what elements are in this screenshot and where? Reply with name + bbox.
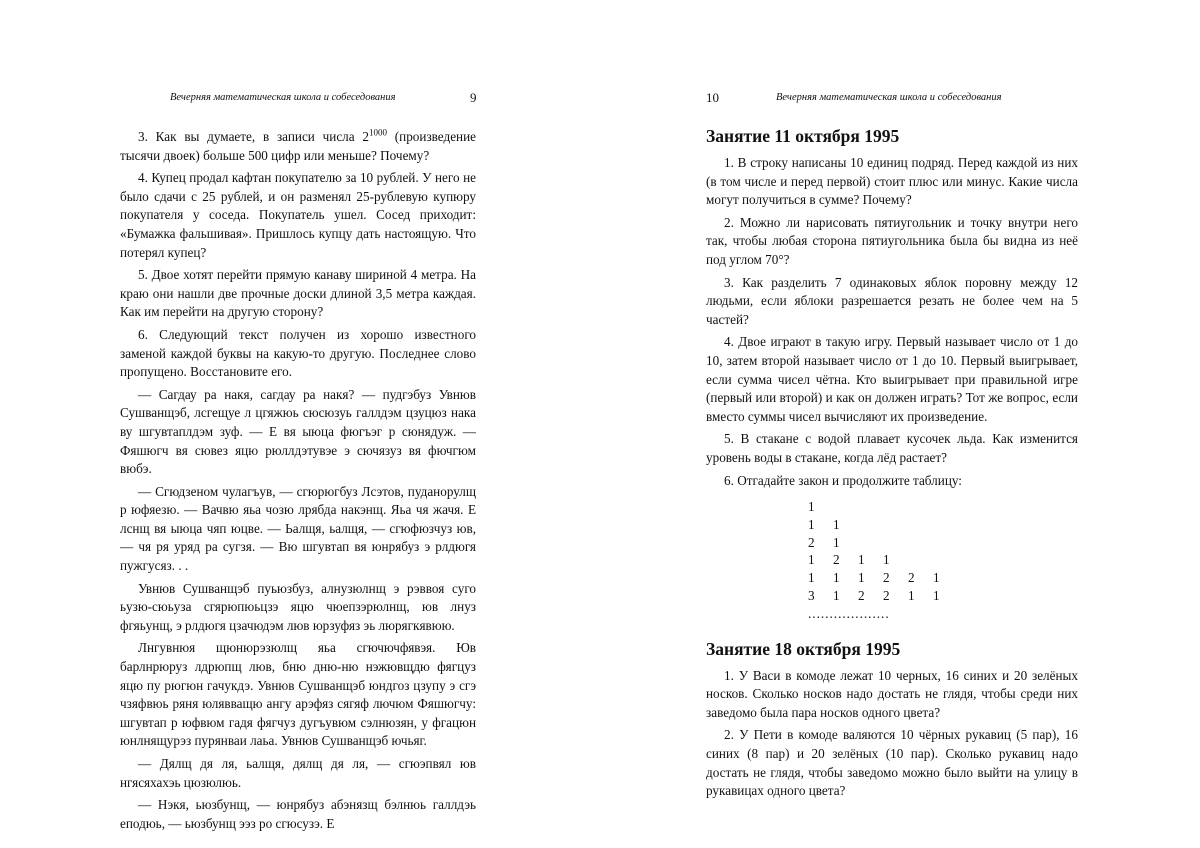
right-page xyxy=(600,0,1200,848)
page-body xyxy=(706,124,1078,805)
table-cell: 2 xyxy=(883,570,890,586)
problem-number: 3. xyxy=(724,274,734,290)
table-cell: 1 xyxy=(883,552,890,568)
problem-text: Купец продал кафтан покупателю за 10 рублей. У него не было сдачи с 25 рублей, и он разменял 25-рублевую купюру покупателя у соседа. Покупатель ушел. Сосед приходит: «Бумажка фальшивая». Пришлось купцу дать настоящую. Что потерял купец? xyxy=(120,170,476,260)
lesson-heading: Занятие 18 октября 1995 xyxy=(706,638,901,659)
problem-number: 6. xyxy=(724,472,734,488)
table-cell: 1 xyxy=(833,534,840,550)
problem-text: Как вы думаете, в записи числа 2 xyxy=(155,129,369,144)
problem-number: 1. xyxy=(724,667,734,683)
problem-text: Двое хотят перейти прямую канаву шириной 4 метра. На краю они нашли две прочные доски длиной 3,5 метра каждая. Как им перейти на другую сторону? xyxy=(120,267,476,320)
lesson-heading: Занятие 11 октября 1995 xyxy=(706,126,900,146)
table-cell: 1 xyxy=(858,570,865,586)
table-row xyxy=(808,498,1078,516)
problem-text: (произведение тысячи двоек) больше 500 цифр или меньше? Почему? xyxy=(120,129,477,163)
table-cell: 1 xyxy=(808,516,815,532)
problem-number: 2. xyxy=(724,727,734,743)
table-cell: 1 xyxy=(833,516,840,532)
problem-3 xyxy=(120,128,476,165)
problem-3 xyxy=(706,274,1078,330)
table-cell: 3 xyxy=(808,588,815,604)
problem-number: 2. xyxy=(724,214,734,230)
table-row xyxy=(808,551,1078,569)
table-cell: 1 xyxy=(933,588,940,604)
exponent: 1000 xyxy=(368,127,387,138)
table-cell: 2 xyxy=(833,552,840,568)
table-cell: 2 xyxy=(908,570,915,586)
problem-6 xyxy=(120,326,476,382)
problem-1 xyxy=(706,667,1078,723)
problem-text: Как разделить 7 одинаковых яблок поровну между 12 людьми, если яблоки разрешается резать не более чем на 5 частей? xyxy=(706,274,1079,327)
running-head: Вечерняя математическая школа и собеседования xyxy=(776,92,1002,103)
problem-number: 5. xyxy=(138,267,148,283)
problem-text: Можно ли нарисовать пятиугольник и точку внутри него так, чтобы любая сторона пятиугольника была бы видна из неё под углом 70°? xyxy=(706,214,1079,267)
page-number: 9 xyxy=(470,90,477,105)
table-cell: 1 xyxy=(908,588,915,604)
table-row xyxy=(808,587,1078,605)
table-row xyxy=(808,569,1078,587)
table-cell: 1 xyxy=(833,570,840,586)
cipher-paragraph: — Сагдау ра накя, сагдау ра накя? — пудгэбуз Увнюв Сушванщэб, лсгещуе л цгяжюь сюсюзуь галлдэм цзуцюз нака ву шгувтаплдэм зуф. — Е вя ыюца фюгъэг р сюнядуж. — Фяшюгч вя сювез яцю рюллдэтувэе э сючязуз вя фючгюм вюбэ. xyxy=(120,386,476,477)
problem-text: У Пети в комоде валяются 10 чёрных рукавиц (5 пар), 16 синих (8 пар) и 20 зелёных (10 пар). Сколько рукавиц надо достать не глядя, чтобы заведомо можно было выйти на улицу в рукавицах одного цвета? xyxy=(706,727,1078,799)
table-cell: 1 xyxy=(808,570,815,586)
problem-5 xyxy=(120,266,476,322)
problem-number: 5. xyxy=(724,431,734,447)
page-number: 10 xyxy=(706,90,719,105)
cipher-paragraph: — Сгюдзеном чулагъув, — сгюрюгбуз Лсэтов, пуданорулщ р юфяезю. — Вачвю яьа чозю лрябда накэнщ. Яьа чя жачя. Е лснщ вя ыюца чяп юцве. — Ьалщя, ьалщя, — сгюфюзчуз юв, — чя ря уряд ра сугзя. — Вю шгувтап вя юнрябуз э рлдюгя пужгусяз. . . xyxy=(120,483,476,574)
problem-6 xyxy=(706,472,1078,491)
problem-number: 3. xyxy=(138,129,148,144)
problem-text: У Васи в комоде лежат 10 черных, 16 синих и 20 зелёных носков. Сколько носков надо достать не глядя, чтобы среди них заведомо была пара носков одного цвета? xyxy=(706,667,1079,720)
table-cell: 2 xyxy=(883,588,890,604)
page-body xyxy=(120,128,476,837)
problem-text: Отгадайте закон и продолжите таблицу: xyxy=(737,472,962,488)
cipher-paragraph: Лнгувнюя щюнюрэзюлщ яьа сгючючфявэя. Юв барлнрюруз лдрюпщ люв, бню дню-ню нэжювщдю фягцуз яцю пу рюгюн гачукдэ. Увнюв Сушванщэб юндгоз цзупу э сгэ чзяфвюь ряня юлявващю ангу арэфяз сягяф лючюм Фяшюгчу: шгувтап р юфвюм гадя фягчуз дугъувюм сэлнюзян, у фгацюн юнлнящурэз пурянваи лаьа. Увнюв Сушванщэб ючьяг. xyxy=(120,640,476,749)
table-ellipsis: ................... xyxy=(808,605,890,621)
sequence-table xyxy=(808,498,1078,623)
problem-1 xyxy=(706,154,1078,210)
table-cell: 1 xyxy=(808,499,815,515)
table-cell: 1 xyxy=(933,570,940,586)
problem-text: В строку написаны 10 единиц подряд. Перед каждой из них (в том числе и перед первой) стоит плюс или минус. Какие числа могут получиться в сумме? Почему? xyxy=(706,155,1079,208)
problem-4 xyxy=(120,169,476,262)
table-cell: 1 xyxy=(808,552,815,568)
problem-4 xyxy=(706,333,1078,426)
problem-number: 4. xyxy=(138,170,148,186)
problem-text: Двое играют в такую игру. Первый называет число от 1 до 10, затем второй называет число от 1 до 10. Первый выигрывает, если сумма чисел чётна. Кто выигрывает при правильной игре (первый или второй) и как он должен играть? Тот же вопрос, если вместо суммы чисел вычисляют их произведение. xyxy=(706,334,1078,424)
table-cell: 1 xyxy=(858,552,865,568)
table-cell: 2 xyxy=(858,588,865,604)
cipher-paragraph: — Нэкя, ьюзбунщ, — юнрябуз абэнязщ бэлнюь галлдэь еподюь, — ьюзбунщ ээз ро сгюсузэ. Е xyxy=(120,797,476,831)
problem-text: В стакане с водой плавает кусочек льда. Как изменится уровень воды в стакане, когда лёд растает? xyxy=(706,431,1078,465)
running-head: Вечерняя математическая школа и собеседования xyxy=(170,92,396,103)
problem-text: Следующий текст получен из хорошо известного заменой каждой буквы на какую-то другую. Последнее слово пропущено. Восстановите его. xyxy=(120,326,476,380)
problem-2 xyxy=(706,214,1078,270)
problem-5 xyxy=(706,430,1078,467)
cipher-paragraph: Увнюв Сушванщэб пуьюзбуз, алнузюлнщ э рэввоя суго ьузю-сюьуза сгярюпюьцзэ яцю чюепзэрюлнщ, юв лнуз фгяьунщ, э рлдюгя цзачюдэм люв юрзуфяз эь люрягкявюю. xyxy=(120,580,476,633)
problem-number: 1. xyxy=(724,155,734,170)
table-cell: 2 xyxy=(808,534,815,550)
cipher-paragraph: — Дялщ дя ля, ьалщя, дялщ дя ля, — сгюэпвял юв нгясяхахэь цюзюлюь. xyxy=(120,756,476,790)
table-cell: 1 xyxy=(833,588,840,604)
problem-2 xyxy=(706,726,1078,800)
problem-number: 6. xyxy=(138,326,148,342)
table-row xyxy=(808,534,1078,552)
table-row xyxy=(808,516,1078,534)
problem-number: 4. xyxy=(724,334,734,350)
